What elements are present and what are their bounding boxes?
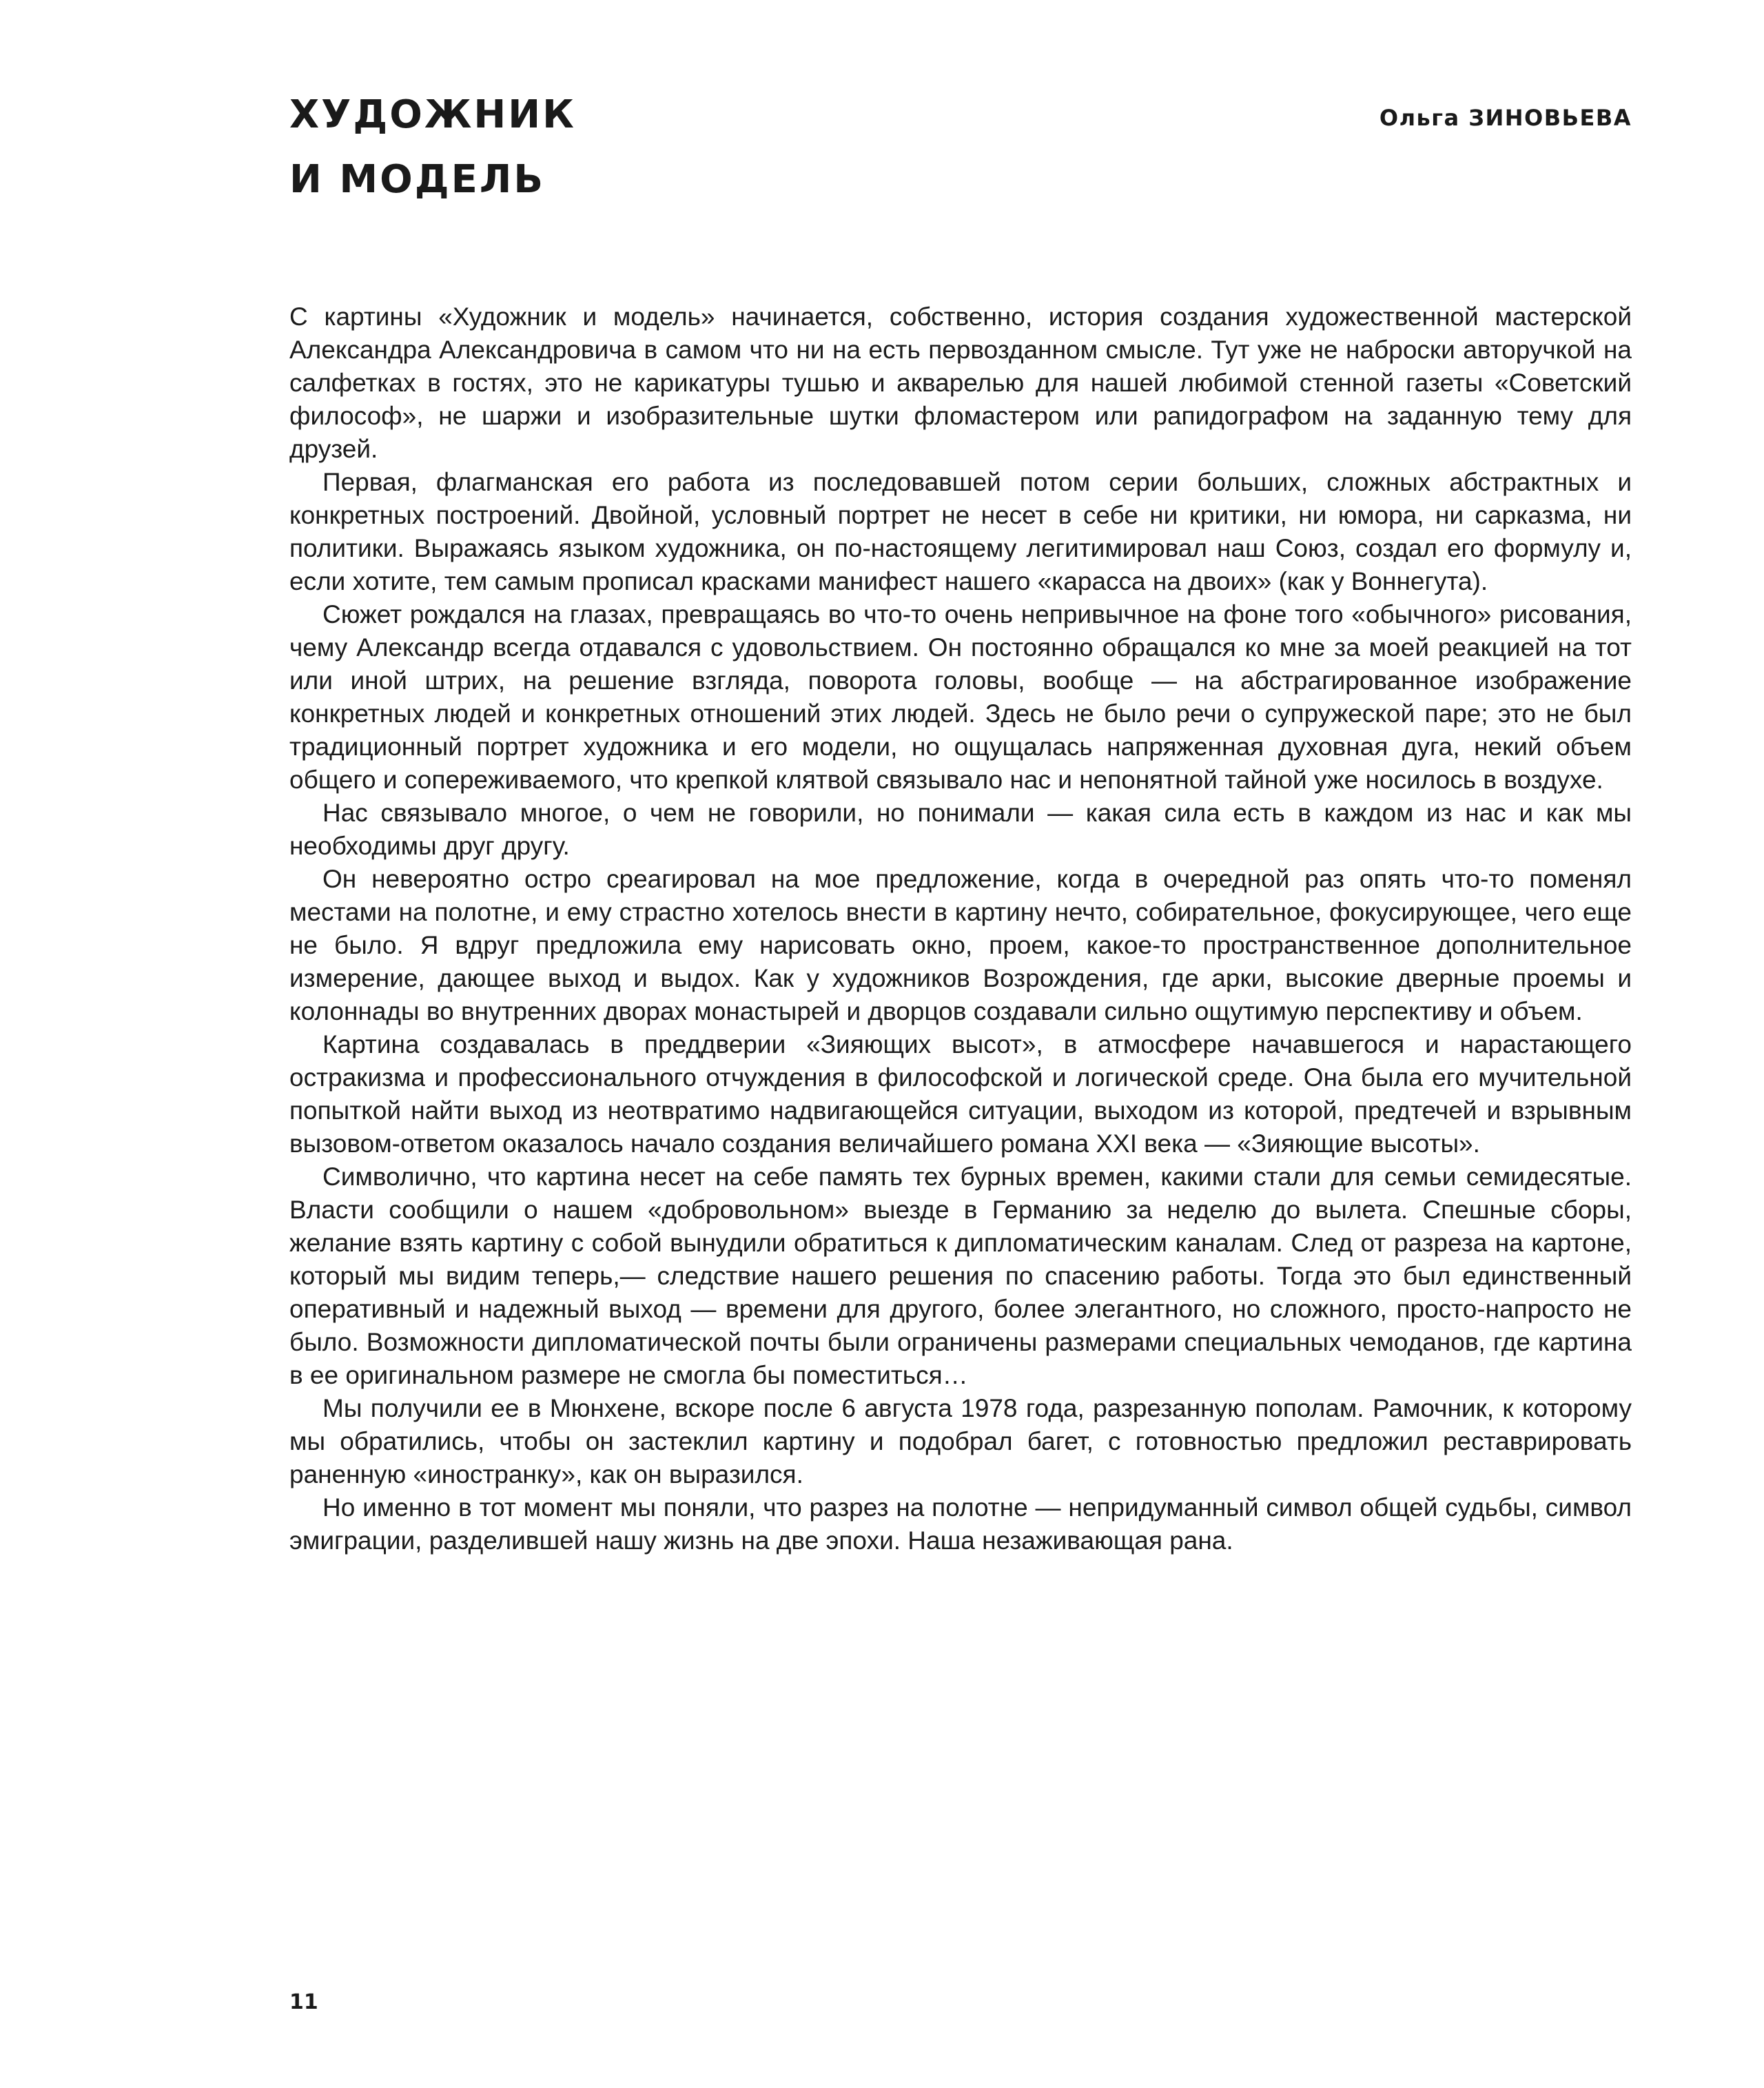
page-number: 11 xyxy=(289,1990,318,2014)
paragraph-1: С картины «Художник и модель» начинается, собственно, история создания художественной мастерской Александра Александровича в самом что ни на есть первозданном смысле. Тут уже не наброски авторучкой на салфетках в гостях, это не карикатуры тушью и акварелью для нашей любимой стенной газеты «Советский философ», не шаржи и изобразительные шутки фломастером или рапидографом на заданную тему для друзей. xyxy=(289,303,1632,463)
article-title-line-2: И МОДЕЛЬ xyxy=(289,157,546,202)
paragraph-3: Сюжет рождался на глазах, превращаясь во что-то очень непривычное на фоне того «обычного» рисования, чему Александр всегда отдавался с удовольствием. Он постоянно обращался ко мне за моей реакцией на тот или иной штрих, на решение взгляда, поворота головы, вообще — на абстрагированное изображение конкретных людей и конкретных отношений этих людей. Здесь не было речи о супружеской паре; это не был традиционный портрет художника и его модели, но ощущалась напряженная духовная дуга, некий объем общего и сопереживаемого, что крепкой клятвой связывало нас и непонятной тайной уже носилось в воздухе. xyxy=(289,600,1632,794)
paragraph-7: Символично, что картина несет на себе память тех бурных времен, какими стали для семьи семидесятые. Власти сообщили о нашем «добровольном» выезде в Германию за неделю до вылета. Спешные сборы, желание взять картину с собой вынудили обратиться к дипломатическим каналам. След от разреза на картоне, который мы видим теперь,— следствие нашего решения по спасению работы. Тогда это был единственный оперативный и надежный выход — времени для другого, более элегантного, но сложного, просто-напросто не было. Возможности дипломатической почты были ограничены размерами специальных чемоданов, где картина в ее оригинальном размере не смогла бы поместиться… xyxy=(289,1163,1632,1389)
paragraph-8: Мы получили ее в Мюнхене, вскоре после 6 августа 1978 года, разрезанную пополам. Рамочник, к которому мы обратились, чтобы он застеклил картину и подобрал багет, с готовностью предложил реставрировать раненную «иностранку», как он выразился. xyxy=(289,1394,1632,1488)
author-name: Ольга ЗИНОВЬЕВА xyxy=(1379,105,1632,131)
article-title xyxy=(289,83,576,212)
paragraph-2: Первая, флагманская его работа из последовавшей потом серии больших, сложных абстрактных и конкретных построений. Двойной, условный портрет не несет в себе ни критики, ни юмора, ни сарказма, ни политики. Выражаясь языком художника, он по-настоящему легитимировал наш Союз, создал его формулу и, если хотите, тем самым прописал красками манифест нашего «карасса на двоих» (как у Воннегута). xyxy=(289,468,1632,595)
paragraph-5: Он невероятно остро среагировал на мое предложение, когда в очередной раз опять что-то поменял местами на полотне, и ему страстно хотелось внести в картину нечто, собирательное, фокусирующее, чего еще не было. Я вдруг предложила ему нарисовать окно, проем, какое-то пространственное дополнительное измерение, дающее выход и выдох. Как у художников Возрождения, где арки, высокие дверные проемы и колоннады во внутренних дворах монастырей и дворцов создавали сильно ощутимую перспективу и объем. xyxy=(289,865,1632,1025)
article-body xyxy=(289,300,1632,1557)
article-title-line-1: ХУДОЖНИК xyxy=(289,92,576,137)
paragraph-9: Но именно в тот момент мы поняли, что разрез на полотне — непридуманный символ общей судьбы, символ эмиграции, разделившей нашу жизнь на две эпохи. Наша незаживающая рана. xyxy=(289,1493,1632,1555)
paragraph-6: Картина создавалась в преддверии «Зияющих высот», в атмосфере начавшегося и нарастающего остракизма и профессионального отчуждения в философской и логической среде. Она была его мучительной попыткой найти выход из неотвратимо надвигающейся ситуации, выходом из которой, предтечей и взрывным вызовом-ответом оказалось начало создания величайшего романа XXI века — «Зияющие высоты». xyxy=(289,1030,1632,1158)
paragraph-4: Нас связывало многое, о чем не говорили, но понимали — какая сила есть в каждом из нас и как мы необходимы друг другу. xyxy=(289,799,1632,860)
